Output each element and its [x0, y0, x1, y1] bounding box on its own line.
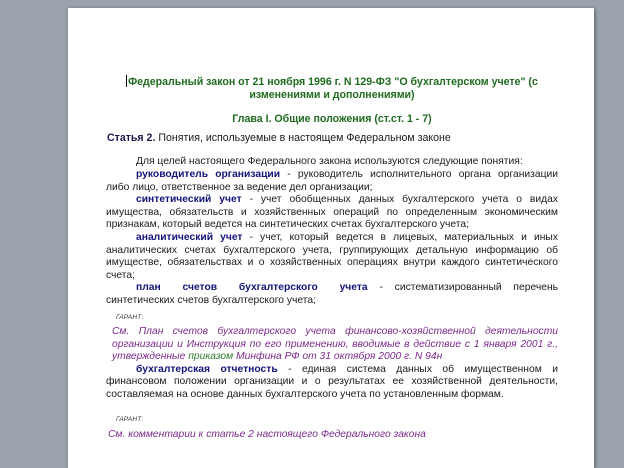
- chapter-heading: Глава I. Общие положения (ст.ст. 1 - 7): [232, 113, 432, 126]
- definition-text: - единая система данных об имущественном и финансовом положении организации и о результатах ее хозяйственной деятельности, составляемая на основе данных бухгалтерского учета по установленным формам.: [106, 363, 558, 401]
- definition-text: - учет обобщенных данных бухгалтерского учета о видах имущества, обязательств и хозяйственных операций по определенным экономическим признакам, который ведется на синтетических счетах бухгалтерского учета;: [106, 194, 559, 231]
- document-content: [106, 75, 558, 442]
- garant-note: [112, 326, 558, 364]
- definition-paragraph: [106, 194, 558, 232]
- definition-paragraph: [106, 169, 558, 194]
- article-heading: [106, 132, 558, 145]
- document-page: [68, 8, 594, 468]
- definition-text: - учет, который ведется в лицевых, материальных и иных аналитических счетах бухгалтерского учета, группирующих детальную информацию об имуществе, обязательствах и о хозяйственных операциях внутри каждого синтетического счета;: [106, 231, 558, 281]
- instruction-link[interactable]: Инструкция: [186, 338, 246, 350]
- document-title-text: Федеральный закон от 21 ноября 1996 г. N 129-ФЗ "О бухгалтерском учете" (с изменениями и дополнениями): [128, 76, 538, 101]
- definition-paragraph: [106, 364, 558, 402]
- definition-text: - систематизированный перечень синтетических счетов бухгалтерского учета;: [106, 282, 558, 306]
- definition-text: - руководитель исполнительного органа организации либо лицо, ответственное за ведение дел организации;: [106, 168, 558, 193]
- definition-term[interactable]: руководитель организации: [136, 168, 281, 180]
- text-cursor: [126, 75, 127, 87]
- garant-label: ГАРАНТ:: [116, 415, 144, 423]
- spacer: [106, 402, 558, 410]
- order-link[interactable]: приказом: [188, 351, 234, 363]
- definition-term[interactable]: бухгалтерская отчетность: [136, 363, 278, 375]
- article-number: Статья 2.: [107, 131, 156, 144]
- definition-term[interactable]: аналитический учет: [136, 231, 243, 243]
- document-title: [106, 75, 558, 101]
- definition-paragraph: [106, 232, 558, 282]
- article-title: Понятия, используемые в настоящем Федеральном законе: [155, 131, 451, 144]
- garant-label: ГАРАНТ:: [116, 313, 144, 321]
- definition-paragraph: [106, 282, 558, 307]
- garant-note-text: и: [173, 338, 187, 350]
- garant-note-text: по его применению, вводимые в действие с 1 января 2001 г., утвержденные: [112, 338, 558, 363]
- commentary-link[interactable]: См. комментарии к статье 2 настоящего Федерального закона: [108, 429, 426, 441]
- definition-term[interactable]: план счетов бухгалтерского учета: [136, 282, 368, 294]
- garant-note-text: См.: [112, 326, 139, 338]
- definition-term[interactable]: синтетический учет: [136, 194, 242, 206]
- intro-paragraph: Для целей настоящего Федерального закона используются следующие понятия:: [136, 156, 523, 168]
- chart-of-accounts-link[interactable]: План счетов бухгалтерского учета финансово-хозяйственной деятельности организации: [112, 326, 559, 350]
- garant-note-text: Минфина РФ от 31 октября 2000 г. N 94н: [233, 351, 443, 363]
